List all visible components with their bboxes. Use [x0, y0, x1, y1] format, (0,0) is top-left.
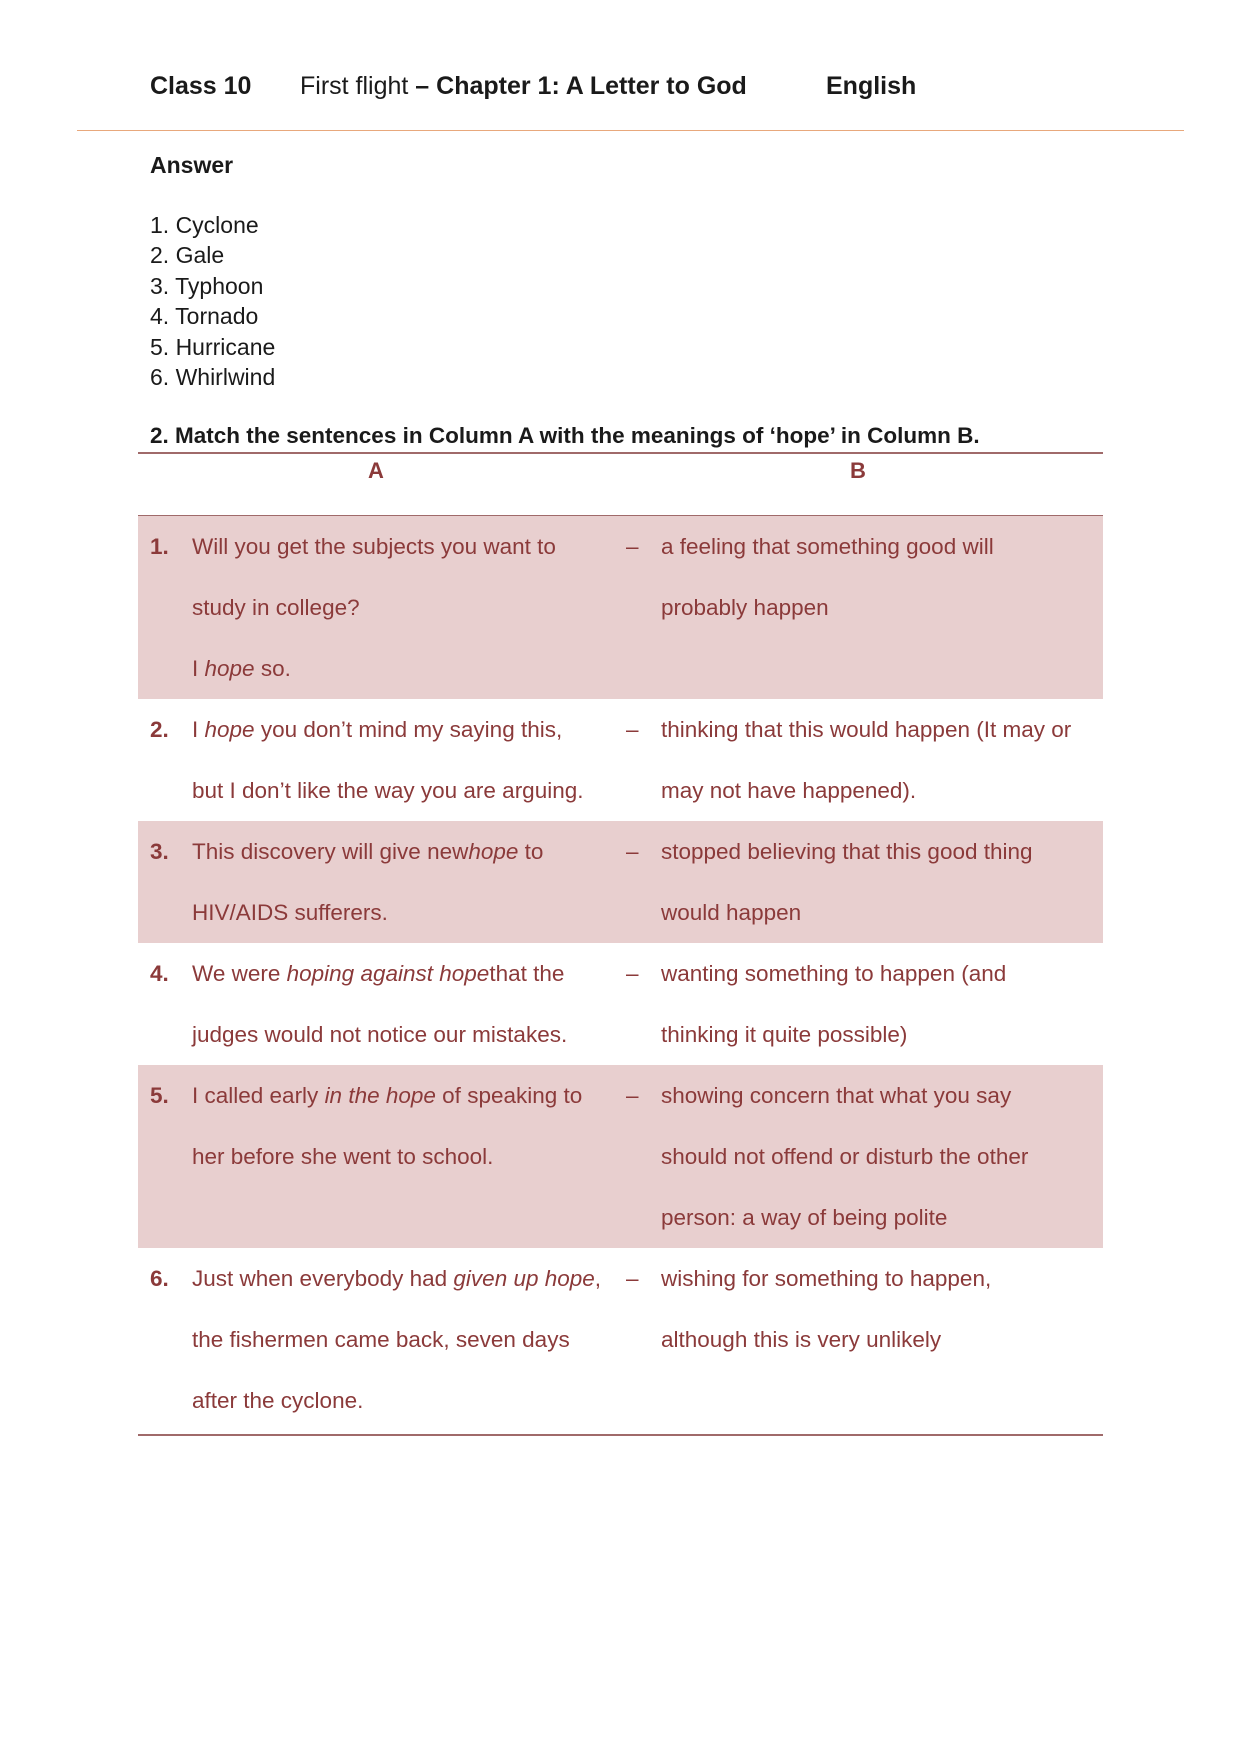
row-dash: – [626, 717, 639, 742]
table-row [138, 943, 1103, 1065]
text-segment: to [518, 839, 544, 864]
text-segment: Will you get the subjects you want to [192, 534, 556, 559]
table-row [138, 516, 1103, 699]
column-a-sentence [192, 1065, 622, 1187]
column-b-meaning [661, 516, 1101, 638]
sentence-line [192, 577, 622, 638]
sentence-line [192, 1065, 622, 1126]
list-item: 5. Hurricane [150, 333, 276, 360]
table-row [138, 1065, 1103, 1248]
sentence-line [192, 1370, 622, 1431]
text-segment: This discovery will give new [192, 839, 469, 864]
header-divider [77, 130, 1184, 131]
answer-list [150, 210, 275, 392]
row-dash: – [626, 839, 639, 864]
list-item: 6. Whirlwind [150, 363, 276, 390]
sentence-line [192, 1248, 622, 1309]
meaning-line: a feeling that something good will [661, 534, 994, 559]
text-segment: judges would not notice our mistakes. [192, 1022, 568, 1047]
meaning-line: thinking it quite possible) [661, 1022, 908, 1047]
match-table [138, 516, 1103, 1431]
text-segment: after the cyclone. [192, 1388, 364, 1413]
row-dash: – [626, 1266, 639, 1291]
meaning-line: probably happen [661, 595, 829, 620]
table-row [138, 1248, 1103, 1431]
text-segment: of speaking to [435, 1083, 583, 1108]
emphasized-text: hope [204, 656, 255, 681]
row-dash: – [626, 534, 639, 559]
question-heading: 2. Match the sentences in Column A with the meanings of ‘hope’ in Column B. [150, 423, 980, 448]
chapter-separator: – [408, 72, 437, 100]
table-top-rule [138, 452, 1103, 454]
text-segment: We were [192, 961, 287, 986]
meaning-line: wishing for something to happen, [661, 1266, 992, 1291]
column-b-header: B [850, 458, 866, 483]
sentence-line [192, 943, 622, 1004]
meaning-line: wanting something to happen (and [661, 961, 1007, 986]
column-b-meaning [661, 821, 1101, 943]
emphasized-text: in the hope [324, 1083, 436, 1108]
text-segment: so. [254, 656, 291, 681]
row-number: 1. [150, 534, 169, 559]
row-number: 4. [150, 961, 169, 986]
column-b-meaning [661, 1065, 1101, 1248]
list-item: 2. Gale [150, 242, 225, 269]
row-dash: – [626, 1083, 639, 1108]
meaning-line: stopped believing that this good thing [661, 839, 1033, 864]
book-chapter-title [300, 72, 747, 101]
list-item: 1. Cyclone [150, 212, 259, 238]
sentence-line [192, 1004, 622, 1065]
list-item: 3. Typhoon [150, 272, 264, 299]
column-b-meaning [661, 1248, 1101, 1370]
meaning-line: may not have happened). [661, 778, 917, 803]
text-segment: you don’t mind my saying this, [254, 717, 563, 742]
page-header [0, 72, 1240, 112]
sentence-line [192, 516, 622, 577]
text-segment: the fishermen came back, seven days [192, 1327, 570, 1352]
column-a-header: A [368, 458, 384, 483]
column-b-meaning [661, 943, 1101, 1065]
meaning-line: thinking that this would happen (It may or [661, 717, 1072, 742]
text-segment: I called early [192, 1083, 325, 1108]
sentence-line [192, 1126, 622, 1187]
sentence-line [192, 1309, 622, 1370]
row-number: 2. [150, 717, 169, 742]
meaning-line: should not offend or disturb the other [661, 1144, 1029, 1169]
table-row [138, 821, 1103, 943]
emphasized-text: given up hope [453, 1266, 595, 1291]
class-label: Class 10 [150, 72, 252, 100]
column-b-meaning [661, 699, 1101, 821]
row-dash: – [626, 961, 639, 986]
meaning-line: would happen [661, 900, 802, 925]
text-segment: , [594, 1266, 602, 1291]
sentence-line [192, 699, 622, 760]
answer-heading: Answer [150, 152, 234, 178]
emphasized-text: hope [468, 839, 519, 864]
meaning-line: person: a way of being polite [661, 1205, 948, 1230]
meaning-line: although this is very unlikely [661, 1327, 942, 1352]
meaning-line: showing concern that what you say [661, 1083, 1012, 1108]
list-item: 4. Tornado [150, 303, 259, 330]
column-a-sentence [192, 943, 622, 1065]
text-segment: HIV/AIDS sufferers. [192, 900, 388, 925]
sentence-line [192, 760, 622, 821]
text-segment: I [192, 717, 205, 742]
table-row [138, 699, 1103, 821]
text-segment: her before she went to school. [192, 1144, 494, 1169]
row-number: 3. [150, 839, 169, 864]
column-a-sentence [192, 516, 622, 699]
row-number: 6. [150, 1266, 169, 1291]
chapter-name: Chapter 1: A Letter to God [436, 72, 747, 100]
column-a-sentence [192, 821, 622, 943]
sentence-line [192, 882, 622, 943]
row-number: 5. [150, 1083, 169, 1108]
text-segment: Just when everybody had [192, 1266, 454, 1291]
text-segment: that the [489, 961, 565, 986]
text-segment: I [192, 656, 205, 681]
book-name: First flight [300, 72, 409, 100]
emphasized-text: hope [204, 717, 255, 742]
sentence-line [192, 638, 622, 699]
text-segment: study in college? [192, 595, 360, 620]
sentence-line [192, 821, 622, 882]
column-a-sentence [192, 699, 622, 821]
table-bottom-rule [138, 1434, 1103, 1436]
subject-label: English [826, 72, 917, 100]
emphasized-text: hoping against hope [286, 961, 490, 986]
text-segment: but I don’t like the way you are arguing. [192, 778, 584, 803]
column-a-sentence [192, 1248, 622, 1431]
